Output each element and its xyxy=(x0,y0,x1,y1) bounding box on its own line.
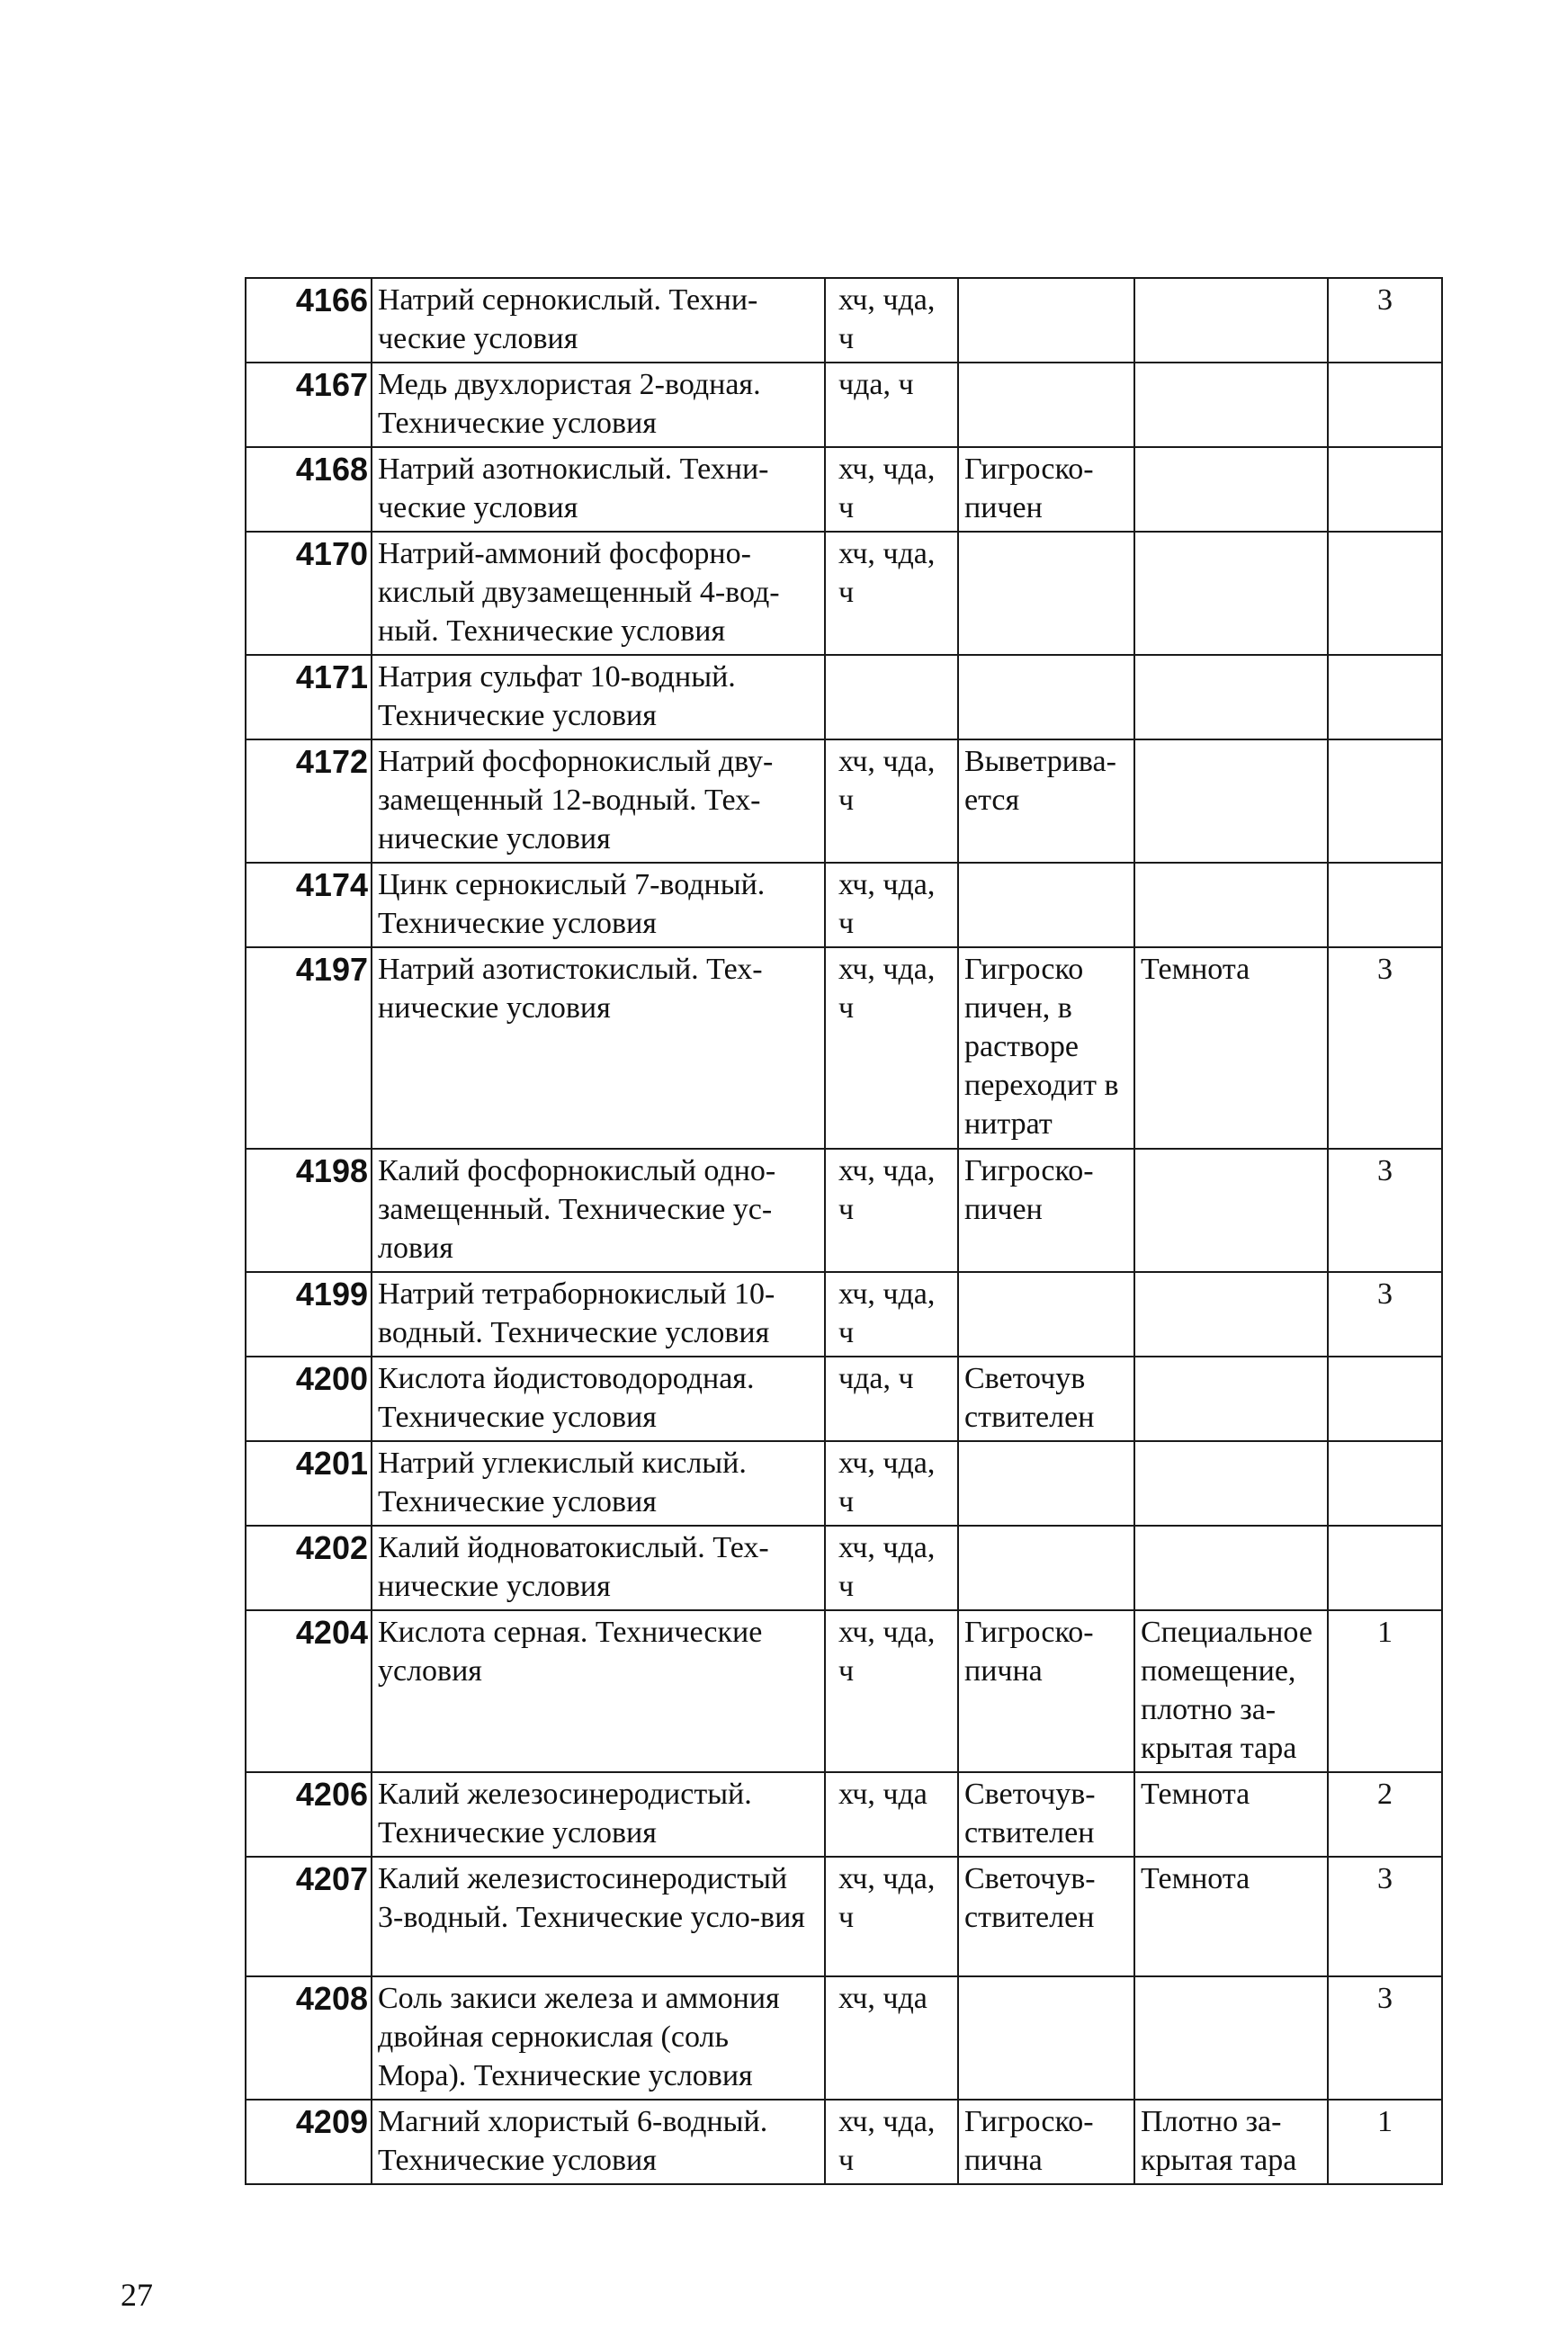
special-property xyxy=(958,863,1134,947)
hazard-class xyxy=(1328,863,1442,947)
reagent-name: Калий железистосинеродистый 3-водный. Технические усло-вия xyxy=(372,1857,825,1976)
reagent-name: Цинк сернокислый 7-водный. Технические условия xyxy=(372,863,825,947)
hazard-class: 3 xyxy=(1328,947,1442,1149)
qualification-grade: хч, чда, ч xyxy=(825,1149,958,1272)
table-row xyxy=(246,655,1442,739)
reagent-name: Калий фосфорнокислый одно-замещенный. Технические ус-ловия xyxy=(372,1149,825,1272)
qualification-grade: хч, чда, ч xyxy=(825,1526,958,1610)
storage-conditions xyxy=(1134,447,1328,532)
gost-number: 4200 xyxy=(246,1357,372,1441)
table-row xyxy=(246,1149,1442,1272)
hazard-class: 1 xyxy=(1328,2100,1442,2184)
qualification-grade: чда, ч xyxy=(825,363,958,447)
table-row xyxy=(246,2100,1442,2184)
gost-number: 4204 xyxy=(246,1610,372,1772)
hazard-class xyxy=(1328,1441,1442,1526)
special-property xyxy=(958,532,1134,655)
reagent-name: Кислота серная. Технические условия xyxy=(372,1610,825,1772)
special-property xyxy=(958,1526,1134,1610)
table-row xyxy=(246,1610,1442,1772)
qualification-grade: хч, чда, ч xyxy=(825,532,958,655)
reagent-name: Соль закиси железа и аммония двойная сернокислая (соль Мора). Технические условия xyxy=(372,1976,825,2100)
storage-conditions xyxy=(1134,1526,1328,1610)
reagent-name: Калий железосинеродистый. Технические условия xyxy=(372,1772,825,1857)
reagent-name: Натрий азотистокислый. Тех-нические условия xyxy=(372,947,825,1149)
reagent-name: Натрия сульфат 10-водный. Технические условия xyxy=(372,655,825,739)
qualification-grade: хч, чда, ч xyxy=(825,863,958,947)
storage-conditions: Темнота xyxy=(1134,1772,1328,1857)
table-row xyxy=(246,1857,1442,1976)
table-row xyxy=(246,1526,1442,1610)
table-row xyxy=(246,363,1442,447)
gost-number: 4208 xyxy=(246,1976,372,2100)
hazard-class xyxy=(1328,363,1442,447)
storage-conditions xyxy=(1134,363,1328,447)
table-row xyxy=(246,278,1442,363)
qualification-grade: хч, чда, ч xyxy=(825,1272,958,1357)
special-property: Светочув ствителен xyxy=(958,1357,1134,1441)
hazard-class: 3 xyxy=(1328,1976,1442,2100)
special-property: Гигроско-пична xyxy=(958,2100,1134,2184)
qualification-grade: хч, чда, ч xyxy=(825,1857,958,1976)
reagent-name: Кислота йодистоводородная. Технические условия xyxy=(372,1357,825,1441)
table-row xyxy=(246,863,1442,947)
special-property: Светочув-ствителен xyxy=(958,1857,1134,1976)
special-property xyxy=(958,1976,1134,2100)
gost-number: 4197 xyxy=(246,947,372,1149)
qualification-grade: хч, чда, ч xyxy=(825,2100,958,2184)
gost-number: 4168 xyxy=(246,447,372,532)
special-property: Светочув-ствителен xyxy=(958,1772,1134,1857)
table-row xyxy=(246,1357,1442,1441)
special-property xyxy=(958,363,1134,447)
hazard-class: 3 xyxy=(1328,1272,1442,1357)
table-row xyxy=(246,947,1442,1149)
storage-conditions xyxy=(1134,1149,1328,1272)
table-row xyxy=(246,739,1442,863)
special-property xyxy=(958,1441,1134,1526)
special-property xyxy=(958,655,1134,739)
reagent-name: Натрий тетраборнокислый 10-водный. Технические условия xyxy=(372,1272,825,1357)
table-row xyxy=(246,1441,1442,1526)
gost-number: 4167 xyxy=(246,363,372,447)
gost-number: 4199 xyxy=(246,1272,372,1357)
gost-number: 4170 xyxy=(246,532,372,655)
reagent-name: Натрий углекислый кислый. Технические условия xyxy=(372,1441,825,1526)
storage-conditions: Плотно за-крытая тара xyxy=(1134,2100,1328,2184)
qualification-grade: хч, чда, ч xyxy=(825,447,958,532)
qualification-grade: чда, ч xyxy=(825,1357,958,1441)
reagent-name: Магний хлористый 6-водный. Технические условия xyxy=(372,2100,825,2184)
hazard-class xyxy=(1328,532,1442,655)
hazard-class xyxy=(1328,655,1442,739)
special-property xyxy=(958,1272,1134,1357)
table-row xyxy=(246,1976,1442,2100)
reagent-name: Калий йодноватокислый. Тех-нические условия xyxy=(372,1526,825,1610)
storage-conditions xyxy=(1134,1976,1328,2100)
reagents-table-body xyxy=(246,278,1442,2184)
storage-conditions xyxy=(1134,739,1328,863)
reagent-name: Натрий сернокислый. Техни-ческие условия xyxy=(372,278,825,363)
storage-conditions: Темнота xyxy=(1134,1857,1328,1976)
special-property: Выветрива-ется xyxy=(958,739,1134,863)
storage-conditions xyxy=(1134,278,1328,363)
table-row xyxy=(246,532,1442,655)
storage-conditions xyxy=(1134,1357,1328,1441)
special-property: Гигроско-пичен xyxy=(958,447,1134,532)
gost-number: 4174 xyxy=(246,863,372,947)
qualification-grade: хч, чда, ч xyxy=(825,278,958,363)
hazard-class: 1 xyxy=(1328,1610,1442,1772)
special-property xyxy=(958,278,1134,363)
qualification-grade: хч, чда xyxy=(825,1976,958,2100)
storage-conditions xyxy=(1134,1272,1328,1357)
storage-conditions: Темнота xyxy=(1134,947,1328,1149)
hazard-class xyxy=(1328,739,1442,863)
qualification-grade xyxy=(825,655,958,739)
table-row xyxy=(246,447,1442,532)
hazard-class: 2 xyxy=(1328,1772,1442,1857)
gost-number: 4172 xyxy=(246,739,372,863)
special-property: Гигроско-пичен xyxy=(958,1149,1134,1272)
reagent-name: Медь двухлористая 2-водная. Технические условия xyxy=(372,363,825,447)
reagent-name: Натрий азотнокислый. Техни-ческие условия xyxy=(372,447,825,532)
page-number: 27 xyxy=(121,2277,153,2313)
gost-number: 4202 xyxy=(246,1526,372,1610)
gost-number: 4198 xyxy=(246,1149,372,1272)
hazard-class: 3 xyxy=(1328,1149,1442,1272)
gost-number: 4206 xyxy=(246,1772,372,1857)
gost-number: 4166 xyxy=(246,278,372,363)
special-property: Гигроско пичен, в растворе переходит в нитрат xyxy=(958,947,1134,1149)
qualification-grade: хч, чда, ч xyxy=(825,947,958,1149)
storage-conditions xyxy=(1134,655,1328,739)
special-property: Гигроско-пична xyxy=(958,1610,1134,1772)
table-row xyxy=(246,1772,1442,1857)
storage-conditions xyxy=(1134,1441,1328,1526)
hazard-class xyxy=(1328,447,1442,532)
storage-conditions xyxy=(1134,532,1328,655)
hazard-class: 3 xyxy=(1328,1857,1442,1976)
qualification-grade: хч, чда xyxy=(825,1772,958,1857)
hazard-class xyxy=(1328,1526,1442,1610)
table-row xyxy=(246,1272,1442,1357)
reagent-name: Натрий-аммоний фосфорно-кислый двузамещенный 4-вод-ный. Технические условия xyxy=(372,532,825,655)
storage-conditions: Специальное помещение, плотно за-крытая тара xyxy=(1134,1610,1328,1772)
qualification-grade: хч, чда, ч xyxy=(825,1610,958,1772)
reagent-name: Натрий фосфорнокислый дву-замещенный 12-водный. Тех-нические условия xyxy=(372,739,825,863)
gost-number: 4171 xyxy=(246,655,372,739)
qualification-grade: хч, чда, ч xyxy=(825,1441,958,1526)
reagents-table xyxy=(245,277,1443,2185)
hazard-class xyxy=(1328,1357,1442,1441)
qualification-grade: хч, чда, ч xyxy=(825,739,958,863)
storage-conditions xyxy=(1134,863,1328,947)
hazard-class: 3 xyxy=(1328,278,1442,363)
gost-number: 4207 xyxy=(246,1857,372,1976)
gost-number: 4209 xyxy=(246,2100,372,2184)
gost-number: 4201 xyxy=(246,1441,372,1526)
